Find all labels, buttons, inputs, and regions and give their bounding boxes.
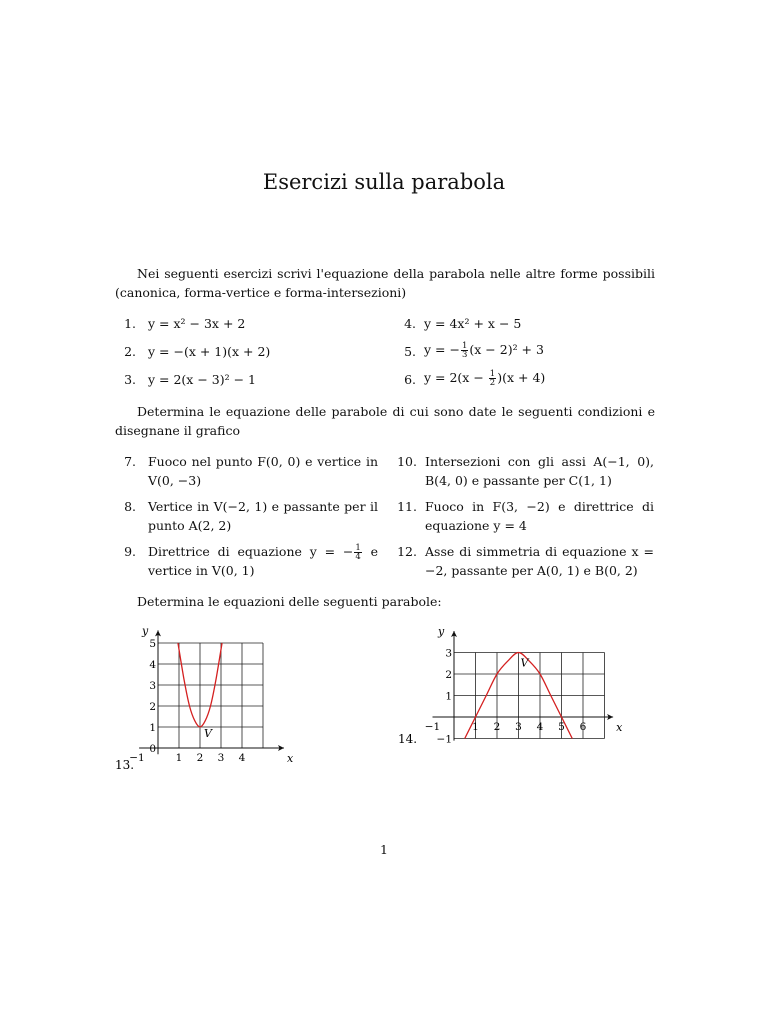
exercise-item	[110, 314, 370, 334]
y-tick-label: −1	[436, 733, 452, 746]
exercise-number: 6.	[404, 372, 416, 387]
page-number: 1	[380, 842, 388, 857]
exercise-text: Direttrice di equazione y = − $\frac{1}{4}$ e vertice in V(0, 1)	[148, 543, 378, 578]
y-tick-label: 1	[445, 690, 452, 703]
exercise-number: 3.	[124, 372, 136, 387]
parabola-graph-14	[390, 615, 623, 750]
exercise-text: Intersezioni con gli assi A(−1, 0), B(4, 0) e passante per C(1, 1)	[425, 454, 654, 488]
exercise-number: 2.	[124, 344, 136, 359]
exercise-equation: y = 4x² + x − 5	[424, 316, 522, 331]
exercise-item	[385, 542, 657, 582]
x-tick-label: 4	[536, 721, 544, 733]
y-tick-label: 2	[445, 669, 452, 681]
vertex-label: V	[204, 727, 212, 740]
exercise-text: Vertice in V(−2, 1) e passante per il punto A(2, 2)	[148, 499, 378, 533]
x-tick-label: 2	[493, 721, 501, 733]
y-tick-label: 1	[149, 722, 156, 734]
exercise-item	[385, 497, 657, 537]
exercise-item	[110, 497, 382, 537]
x-tick-label: 5	[558, 721, 565, 733]
exercise-item	[110, 542, 382, 582]
y-tick-label: 2	[149, 701, 156, 713]
exercise-text: Fuoco nel punto F(0, 0) e vertice in V(0, −3)	[148, 454, 378, 488]
x-tick-label: 6	[579, 721, 587, 733]
exercise-item	[110, 342, 370, 362]
x-tick-label: 2	[196, 752, 204, 764]
exercise-number: 12.	[397, 544, 417, 559]
graph-number: 14.	[398, 732, 418, 746]
exercise-text: Asse di simmetria di equazione x = −2, passante per A(0, 1) e B(0, 2)	[425, 544, 654, 578]
x-tick-label: 1	[175, 752, 183, 764]
x-axis-label: x	[616, 721, 623, 734]
graph-number: 13.	[115, 758, 135, 772]
exercise-item	[390, 368, 650, 390]
y-axis-label: y	[142, 624, 149, 638]
exercise-equation: y = x² − 3x + 2	[148, 316, 246, 331]
y-axis-label: y	[438, 625, 445, 638]
exercise-item	[385, 452, 657, 492]
intro-paragraph-1: Nei seguenti esercizi scrivi l'equazione della parabola nelle altre forme possibili (canonica, forma-vertice e forma-intersezioni)	[115, 266, 655, 300]
exercise-equation: y = − $\frac{1}{3}$ (x − 2)² + 3	[424, 341, 544, 360]
exercise-number: 10.	[397, 454, 417, 469]
y-tick-label: 3	[445, 647, 452, 660]
x-tick-label: −1	[129, 752, 145, 764]
x-tick-label: 1	[472, 721, 479, 733]
exercise-number: 7.	[124, 454, 136, 469]
exercise-number: 5.	[404, 344, 416, 359]
exercise-item	[110, 452, 382, 492]
y-tick-label: 0	[149, 743, 156, 755]
x-tick-label: 3	[515, 721, 522, 733]
vertex-label: V	[520, 656, 529, 670]
intro-paragraph-2: Determina le equazione delle parabole di cui sono date le seguenti condizioni e disegnane il grafico	[115, 404, 655, 438]
x-axis-label: x	[287, 752, 294, 765]
x-tick-label: 3	[217, 752, 225, 764]
page-title: Esercizi sulla parabola	[262, 170, 506, 194]
exercise-number: 11.	[397, 499, 417, 514]
y-tick-label: 5	[149, 638, 156, 650]
exercise-text: Fuoco in F(3, −2) e direttrice di equazione y = 4	[425, 499, 654, 533]
exercise-number: 1.	[124, 316, 136, 331]
x-tick-label: 4	[238, 752, 246, 764]
intro-paragraph-3: Determina le equazioni delle seguenti parabole:	[137, 594, 442, 609]
parabola-graph-13	[110, 615, 300, 780]
exercise-number: 9.	[124, 544, 136, 559]
exercise-equation: y = −(x + 1)(x + 2)	[148, 344, 271, 359]
exercise-equation: y = 2(x − $\frac{1}{2}$ )(x + 4)	[424, 369, 546, 388]
y-tick-label: 3	[149, 680, 156, 692]
exercise-number: 8.	[124, 499, 136, 514]
y-tick-label: 4	[149, 659, 156, 671]
exercise-number: 4.	[404, 316, 416, 331]
exercise-item	[110, 370, 370, 390]
x-tick-label: −1	[424, 721, 441, 733]
exercise-equation: y = 2(x − 3)² − 1	[148, 372, 256, 387]
exercise-item	[390, 314, 650, 334]
exercise-item	[390, 340, 650, 362]
